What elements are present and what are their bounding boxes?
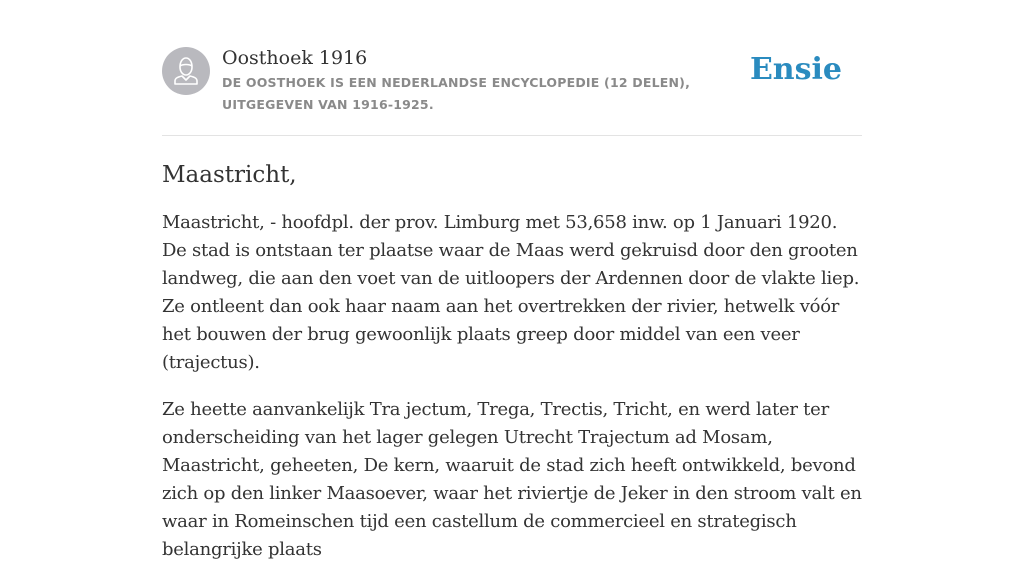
source-title[interactable]: Oosthoek 1916 bbox=[222, 47, 368, 69]
source-header bbox=[162, 46, 862, 136]
article bbox=[162, 158, 862, 583]
article-paragraph: Maastricht, - hoofdpl. der prov. Limburg met 53,658 inw. op 1 Januari 1920. De stad is ontstaan ter plaatse waar de Maas werd gekruisd door den grooten landweg, die aan den voet van de uitloopers der Ardennen door de vlakte liep. Ze ontleent dan ook haar naam aan het overtrekken der rivier, hetwelk vóór het bouwen der brug gewoonlijk plaats greep door middel van een veer (trajectus). bbox=[162, 212, 860, 373]
article-title: Maastricht, bbox=[162, 162, 297, 188]
source-description: DE OOSTHOEK IS EEN NEDERLANDSE ENCYCLOPEDIE (12 DELEN), UITGEGEVEN VAN 1916-1925. bbox=[222, 75, 691, 112]
ensie-logo[interactable]: Ensie bbox=[749, 52, 842, 87]
article-paragraph: Ze heette aanvankelijk Tra jectum, Trega, Trectis, Tricht, en werd later ter onderscheiding van het lager gelegen Utrecht Trajectum ad Mosam, Maastricht, geheeten, De kern, waaruit de stad zich heeft ontwikkeld, bevond zich op den linker Maasoever, waar het riviertje de Jeker in den stroom valt en waar in Romeinschen tijd een castellum de commercieel en strategisch belangrijke plaats bbox=[162, 399, 862, 560]
user-avatar-icon bbox=[162, 47, 210, 95]
source-info bbox=[222, 46, 762, 116]
header-divider bbox=[162, 135, 862, 136]
